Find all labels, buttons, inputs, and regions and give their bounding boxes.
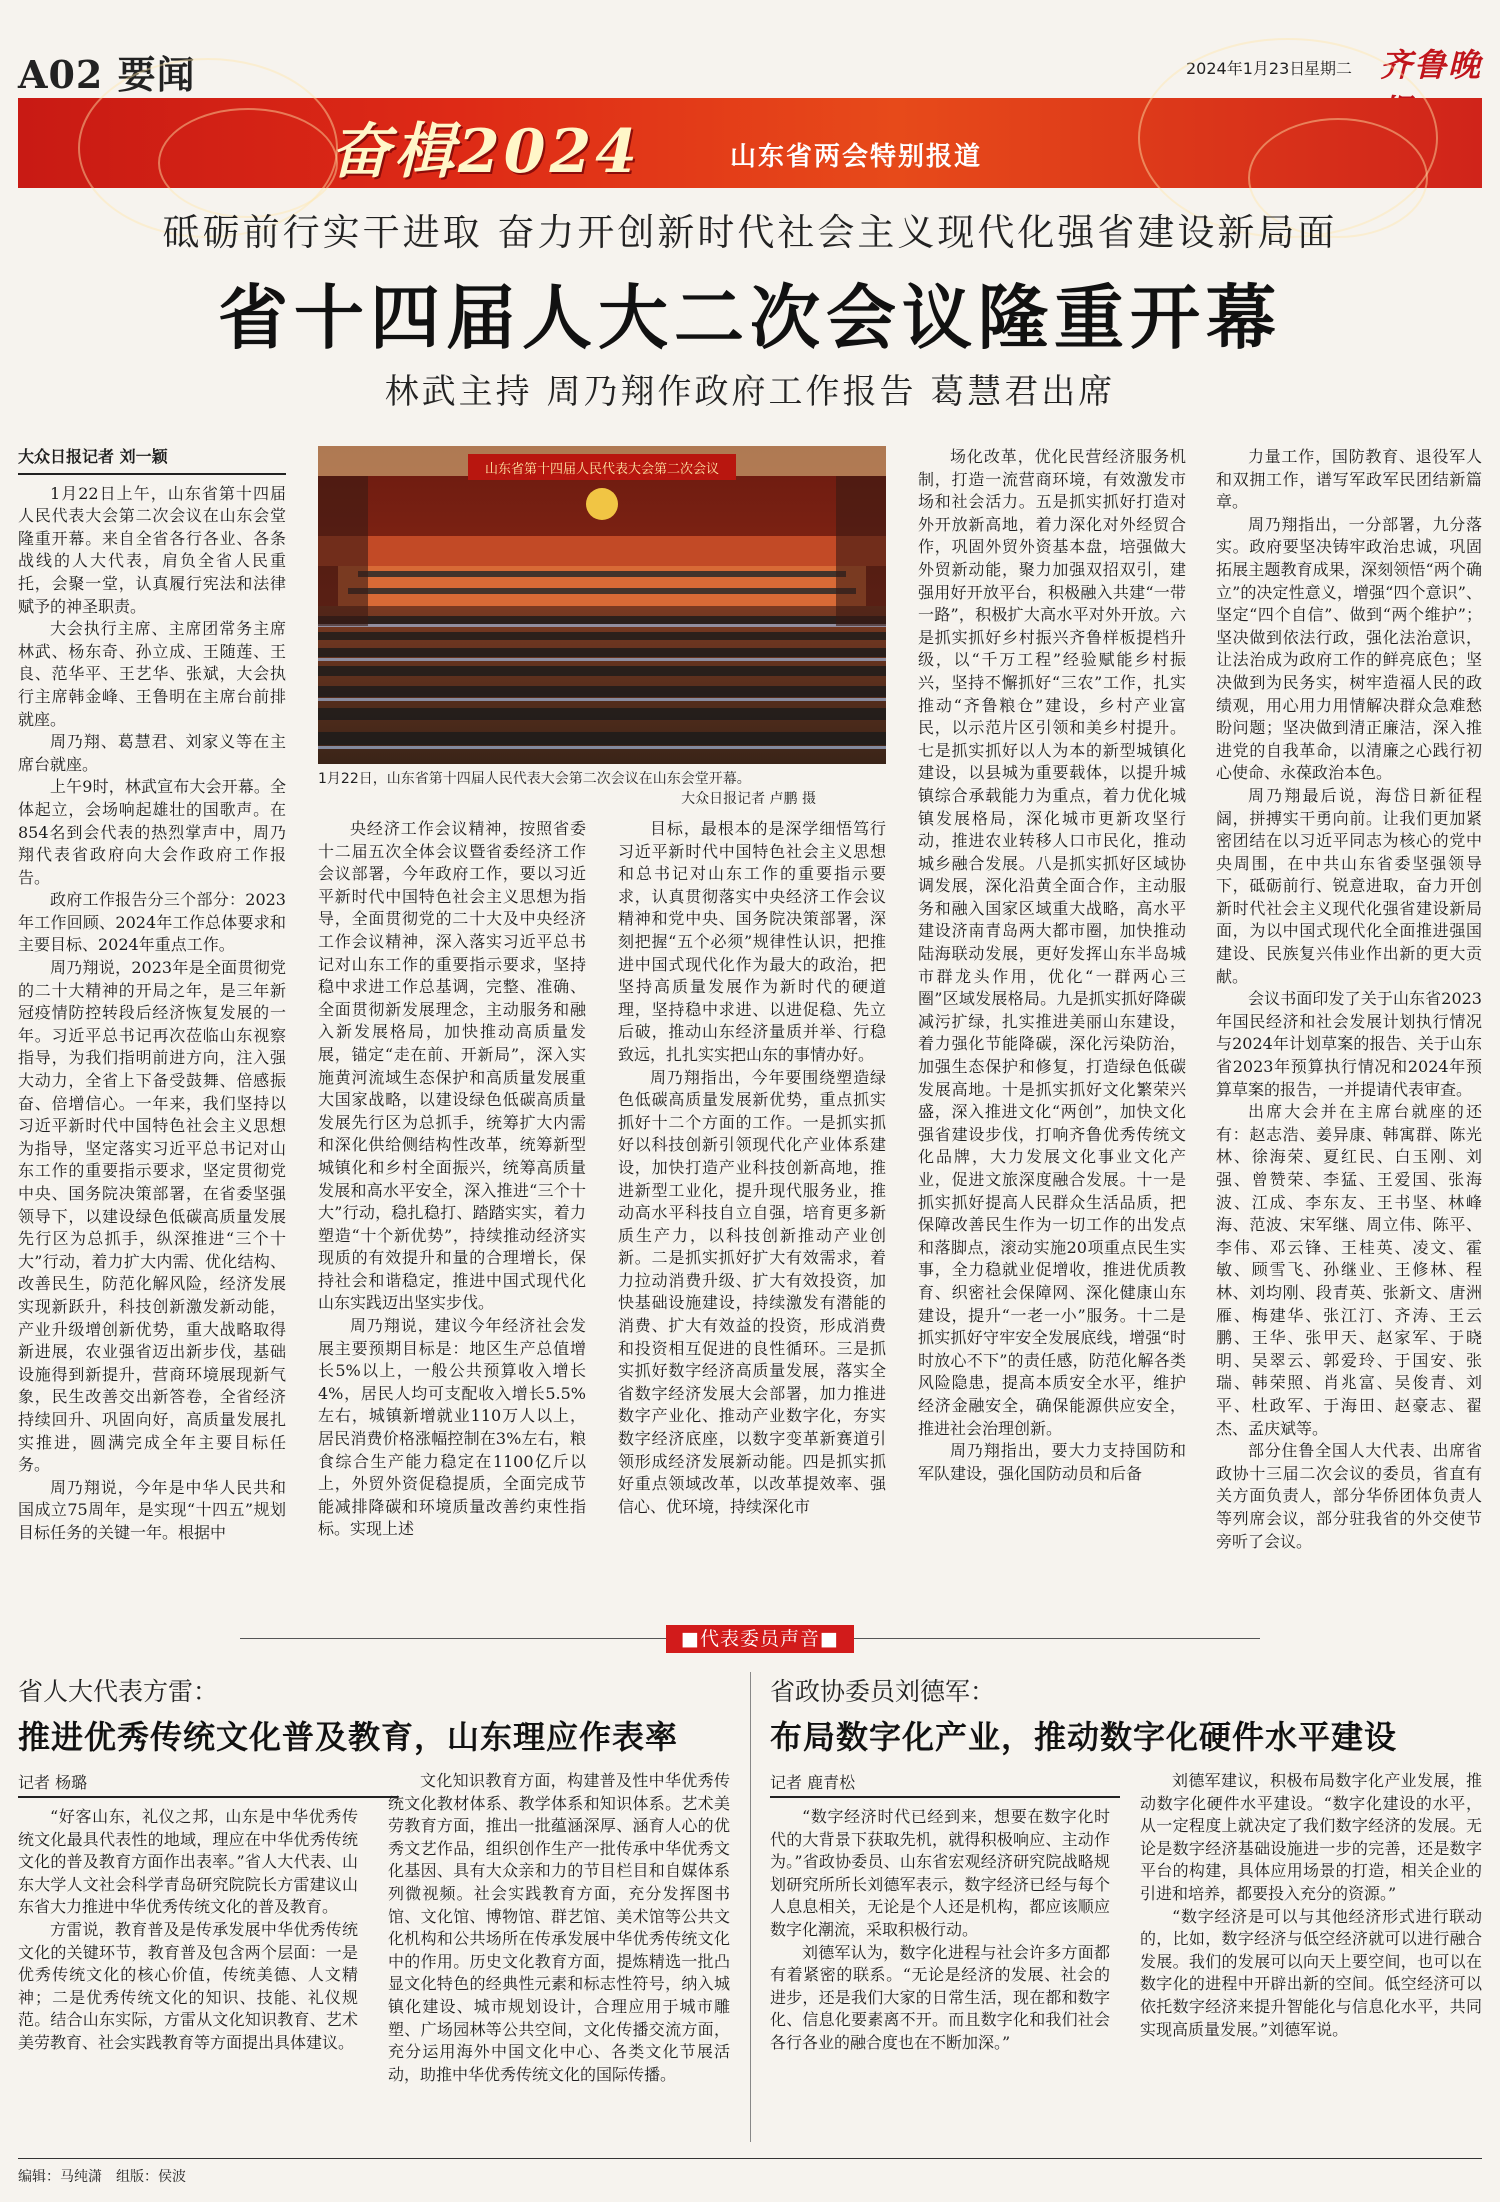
footer-rule xyxy=(18,2158,1482,2159)
paragraph: 央经济工作会议精神，按照省委十二届五次全体会议暨省委经济工作会议部署，今年政府工作，要以习近平新时代中国特色社会主义思想为指导，全面贯彻党的二十大及中央经济工作会议精神，深入落实习近平总书记对山东工作的重要指示要求，坚持稳中求进工作总基调，完整、准确、全面贯彻新发展理念，主动服务和融入新发展格局，加快推动高质量发展，锚定“走在前、开新局”，深入实施黄河流域生态保护和高质量发展重大国家战略，以建设绿色低碳高质量发展先行区为总抓手，统筹扩大内需和深化供给侧结构性改革，统筹新型城镇化和乡村全面振兴，统筹高质量发展和高水平安全，深入推进“三个十大”行动，稳扎稳打、踏踏实实，着力塑造“十个新优势”，持续推动经济实现质的有效提升和量的合理增长，保持社会和谐稳定，推进中国式现代化山东实践迈出坚实步伐。 xyxy=(318,819,586,1313)
issue-date: 2024年1月23日 xyxy=(1186,59,1306,78)
paragraph: “数字经济是可以与其他经济形式进行联动的，比如，数字经济与低空经济就可以进行融合发展。我们的发展可以向天上要空间，也可以在数字化的进程中开辟出新的空间。低空经济可以依托数字经济来提升智能化与信息化水平，共同实现高质量发展。”刘德军说。 xyxy=(1140,1906,1482,2039)
paragraph: 上午9时，林武宣布大会开幕。全体起立，会场响起雄壮的国歌声。在854名到会代表的热烈掌声中，周乃翔代表省政府向大会作政府工作报告。 xyxy=(18,777,286,887)
paragraph: 周乃翔说，今年是中华人民共和国成立75周年，是实现“十四五”规划目标任务的关键一年。根据中 xyxy=(18,1477,286,1542)
sub-headline: 林武主持 周乃翔作政府工作报告 葛慧君出席 xyxy=(384,372,1116,412)
right-story-byline: 记者 鹿青松 xyxy=(770,1770,1120,1798)
paragraph: 周乃翔、葛慧君、刘家义等在主席台就座。 xyxy=(18,732,286,774)
right-story-kicker: 省政协委员刘德军： xyxy=(770,1677,996,1706)
paragraph: 出席大会并在主席台就座的还有：赵志浩、姜异康、韩寓群、陈光林、徐海荣、夏红民、白玉刚、刘强、曾赞荣、李猛、王爱国、张海波、江成、李东友、王书坚、林峰海、范波、宋军继、周立伟、陈平、李伟、邓云锋、王桂英、凌文、霍敏、顾雪飞、孙继业、王修林、程林、刘均刚、段青英、张新文、唐洲雁、梅建华、张江汀、齐涛、王云鹏、王华、张甲天、赵家军、于晓明、吴翠云、郭爱玲、于国安、张瑞、韩荣照、肖兆富、吴俊青、刘平、杜政军、于海田、赵豪志、翟杰、孟庆斌等。 xyxy=(1216,1102,1482,1438)
paragraph: 周乃翔指出，今年要围绕塑造绿色低碳高质量发展新优势，重点抓实抓好十二个方面的工作。一是抓实抓好以科技创新引领现代化产业体系建设，加快打造产业科技创新高地，推进新型工业化，提升现代服务业，推动高水平科技自立自强，培育更多新质生产力，以科技创新推动产业创新。二是抓实抓好扩大有效需求，着力拉动消费升级、扩大有效投资，加快基础设施建设，持续激发有潜能的消费、扩大有效益的投资，形成消费和投资相互促进的良性循环。三是抓实抓好数字经济高质量发展，落实全省数字经济发展大会部署，加力推进数字产业化、推动产业数字化，夯实数字经济底座，以数字变革新赛道引领形成经济发展新动能。四是抓实抓好重点领域改革，以改革提效率、强信心、优环境，持续深化市 xyxy=(618,1067,886,1516)
paragraph: 力量工作，国防教育、退役军人和双拥工作，谱写军政军民团结新篇章。 xyxy=(1216,447,1482,512)
left-story-kicker: 省人大代表方雷： xyxy=(18,1677,219,1706)
main-headline: 省十四届人大二次会议隆重开幕 xyxy=(218,276,1282,359)
lead-headline: 砥砺前行实干进取 奋力开创新时代社会主义现代化强省建设新局面 xyxy=(162,211,1338,254)
article-byline: 大众日报记者 刘一颖 xyxy=(18,446,286,475)
article-column-1 xyxy=(18,446,286,1596)
session-photo xyxy=(318,446,886,764)
paragraph: 文化知识教育方面，构建普及性中华优秀传统文化教材体系、教学体系和知识体系。艺术美劳教育方面，推出一批蕴涵深厚、涵育人心的优秀文艺作品，组织创作生产一批传承中华优秀文化基因、具有大众亲和力的节目栏目和自媒体系列微视频。社会实践教育方面，充分发挥图书馆、文化馆、博物馆、群艺馆、美术馆等公共文化机构和公共场所在传承发展中华优秀传统文化中的作用。历史文化教育方面，提炼精选一批凸显文化特色的经典性元素和标志性符号，纳入城镇化建设、城市规划设计，合理应用于城市雕塑、广场园林等公共空间，文化传播交流方面，充分运用海外中国文化中心、各类文化节展活动，助推中华优秀传统文化的国际传播。 xyxy=(388,1771,730,2084)
banner-subtitle: 山东省两会特别报道 xyxy=(730,142,983,172)
paragraph: 周乃翔指出，一分部署，九分落实。政府要坚决铸牢政治忠诚，巩固拓展主题教育成果，深刻领悟“两个确立”的决定性意义，增强“四个意识”、坚定“四个自信”、做到“两个维护”；坚决做到依法行政，强化法治意识，让法治成为政府工作的鲜亮底色；坚决做到为民务实，树牢造福人民的政绩观，用心用力用情解决群众急难愁盼问题；坚决做到清正廉洁，深入推进党的自我革命，以清廉之心践行初心使命、永葆政治本色。 xyxy=(1216,514,1482,783)
paragraph: 场化改革，优化民营经济服务机制，打造一流营商环境，有效激发市场和社会活力。五是抓实抓好打造对外开放新高地，着力深化对外经贸合作，巩固外贸外资基本盘，培强做大外贸新动能，聚力加强双招双引，建强用好开放平台，积极融入共建“一带一路”，积极扩大高水平对外开放。六是抓实抓好乡村振兴齐鲁样板提档升级，以“千万工程”经验赋能乡村振兴，坚持不懈抓好“三农”工作，扎实推动“齐鲁粮仓”建设，乡村产业富民，以示范片区引领和美乡村提升。七是抓实抓好以人为本的新型城镇化建设，以县城为重要载体，以提升城镇综合承载能力为重点，着力优化城镇发展格局，深化城市更新攻坚行动，推进农业转移人口市民化，推动城乡融合发展。八是抓实抓好区域协调发展，深化沿黄全面合作，主动服务和融入国家区域重大战略，高水平建设济南青岛两大都市圈，加快推动陆海联动发展，更好发挥山东半岛城市群龙头作用，优化“一群两心三圈”区域发展格局。九是抓实抓好降碳减污扩绿，扎实推进美丽山东建设，着力强化节能降碳，深化污染防治，加强生态保护和修复，打造绿色低碳发展高地。十是抓实抓好文化繁荣兴盛，深入推进文化“两创”，加快文化强省建设步伐，打响齐鲁优秀传统文化品牌，大力发展文化事业文化产业，促进文旅深度融合发展。十一是抓实抓好提高人民群众生活品质，把保障改善民生作为一切工作的出发点和落脚点，滚动实施20项重点民生实事，全力稳就业促增收，推进优质教育、织密社会保障网、深化健康山东建设，提升“一老一小”服务。十二是抓实抓好守牢安全发展底线，增强“时时放心不下”的责任感，防范化解各类风险隐患，提高本质安全水平，维护经济金融安全，确保能源供应安全，推进社会治理创新。 xyxy=(918,447,1186,1438)
paragraph: 刘德军建议，积极布局数字化产业发展，推动数字化硬件水平建设。“数字化建设的水平，从一定程度上就决定了我们数字经济的发展。无论是数字经济基础设施进一步的完善，还是数字平台的构建，具体应用场景的打造，相关企业的引进和培养，都要投入充分的资源。” xyxy=(1140,1771,1482,1903)
paragraph: 大会执行主席、主席团常务主席林武、杨东奇、孙立成、王随莲、王良、范华平、王艺华、张斌，大会执行主席韩金峰、王鲁明在主席台前排就座。 xyxy=(18,619,286,729)
left-story-column-2 xyxy=(388,1770,730,2152)
banner-title: 奋楫2024 xyxy=(330,117,641,187)
photo-caption-text: 1月22日，山东省第十四届人民代表大会第二次会议在山东会堂开幕。 xyxy=(318,771,751,787)
photo-credit: 大众日报记者 卢鹏 摄 xyxy=(681,791,816,807)
article-column-5 xyxy=(1216,446,1482,1596)
assembly-hall-image xyxy=(318,446,886,764)
page-label: A02 要闻 xyxy=(18,52,196,97)
paragraph: 周乃翔说，2023年是全面贯彻党的二十大精神的开局之年，是三年新冠疫情防控转段后经济恢复发展的一年。习近平总书记再次莅临山东视察指导，为我们指明前进方向，注入强大动力，全省上下备受鼓舞、倍感振奋、倍增信心。一年来，我们坚持以习近平新时代中国特色社会主义思想为指导，坚定落实习近平总书记对山东工作的重要指示要求，坚定贯彻党中央、国务院决策部署，在省委坚强领导下，以建设绿色低碳高质量发展先行区为总抓手，纵深推进“三个十大”行动，着力扩大内需、优化结构、改善民生，防范化解风险，经济发展实现新跃升，科技创新激发新动能，产业升级增创新优势，重大战略取得新进展，农业强省迈出新步伐，基础设施得到新提升，营商环境展现新气象，民生改善交出新答卷，全省经济持续回升、巩固向好，高质量发展扎实推进，圆满完成全年主要目标任务。 xyxy=(18,958,286,1475)
voices-section-badge: ■代表委员声音■ xyxy=(666,1625,854,1653)
paragraph: 刘德军认为，数字化进程与社会许多方面都有着紧密的联系。“无论是经济的发展、社会的进步，还是我们大家的日常生活，现在都和数字化、信息化要素离不开。而且数字化和我们社会各行各业的融合度也在不断加深。” xyxy=(770,1942,1110,2052)
paragraph: 1月22日上午，山东省第十四届人民代表大会第二次会议在山东会堂隆重开幕。来自全省各行各业、各条战线的人大代表，肩负全省人民重托，会聚一堂，认真履行宪法和法律赋予的神圣职责。 xyxy=(18,483,286,616)
paragraph: 周乃翔说，建议今年经济社会发展主要预期目标是：地区生产总值增长5%以上，一般公共预算收入增长4%，居民人均可支配收入增长5.5%左右，城镇新增就业110万人以上，居民消费价格涨幅控制在3%左右，粮食综合生产能力稳定在1100亿斤以上，外贸外资促稳提质，全面完成节能减排降碳和环境质量改善约束性指标。实现上述 xyxy=(318,1316,586,1539)
paragraph: 周乃翔指出，要大力支持国防和军队建设，强化国防动员和后备 xyxy=(918,1441,1186,1483)
right-story-column-1 xyxy=(770,1806,1110,2152)
hall-banner-text: 山东省第十四届人民代表大会第二次会议 xyxy=(484,462,720,477)
left-story-column-1 xyxy=(18,1806,358,2152)
paragraph: 部分住鲁全国人大代表、出席省政协十三届二次会议的委员，省直有关方面负责人，部分华侨团体负责人等列席会议，部分驻我省的外交使节旁听了会议。 xyxy=(1216,1441,1482,1551)
left-story-title: 推进优秀传统文化普及教育，山东理应作表率 xyxy=(18,1718,679,1756)
story-divider xyxy=(750,1672,751,2142)
paragraph: 会议书面印发了关于山东省2023年国民经济和社会发展计划执行情况与2024年计划草案的报告、关于山东省2023年预算执行情况和2024年预算草案的报告，一并提请代表审查。 xyxy=(1216,989,1482,1099)
newspaper-masthead: 齐鲁晚 xyxy=(1380,46,1483,84)
paragraph: “好客山东，礼仪之邦，山东是中华优秀传统文化最具代表性的地域，理应在中华优秀传统文化的普及教育方面作出表率。”省人大代表、山东大学人文社会科学青岛研究院院长方雷建议山东省大力推进中华优秀传统文化的普及教育。 xyxy=(18,1807,358,1917)
right-story-title: 布局数字化产业，推动数字化硬件水平建设 xyxy=(770,1718,1398,1756)
paragraph: “数字经济时代已经到来，想要在数字化时代的大背景下获取先机，就得积极响应、主动作为。”省政协委员、山东省宏观经济研究院战略规划研究所所长刘德军表示，数字经济已经与每个人息息相关，无论是个人还是机构，都应该顺应数字化潮流，采取积极行动。 xyxy=(770,1807,1110,1939)
left-story-byline: 记者 杨璐 xyxy=(18,1770,398,1798)
paragraph: 目标，最根本的是深学细悟笃行习近平新时代中国特色社会主义思想和总书记对山东工作的重要指示要求，认真贯彻落实中央经济工作会议精神和党中央、国务院决策部署，深刻把握“五个必须”规律性认识，把推进中国式现代化作为最大的政治，把坚持高质量发展作为新时代的硬道理，坚持稳中求进、以进促稳、先立后破，推动山东经济量质并举、行稳致远，扎扎实实把山东的事情办好。 xyxy=(618,819,886,1064)
footer-editor-credit: 编辑：马纯潇 组版：侯波 xyxy=(18,2169,186,2185)
paragraph: 周乃翔最后说，海岱日新征程阔，拼搏实干勇向前。让我们更加紧密团结在以习近平同志为核心的党中央周围，在中共山东省委坚强领导下，砥砺前行、锐意进取，奋力开创新时代社会主义现代化强省建设新局面，为以中国式现代化全面推进强国建设、民族复兴伟业作出新的更大贡献。 xyxy=(1216,785,1482,986)
photo-caption xyxy=(318,768,886,808)
right-story-column-2 xyxy=(1140,1770,1482,2152)
article-column-3 xyxy=(618,818,886,1596)
paragraph: 政府工作报告分三个部分：2023年工作回顾、2024年工作总体要求和主要目标、2024年重点工作。 xyxy=(18,890,286,955)
paragraph: 方雷说，教育普及是传承发展中华优秀传统文化的关键环节，教育普及包含两个层面：一是优秀传统文化的核心价值，传统美德、人文精神；二是优秀传统文化的知识、技能、礼仪规范。结合山东实际，方雷从文化知识教育、艺术美劳教育、社会实践教育等方面提出具体建议。 xyxy=(18,1919,358,2052)
article-column-4 xyxy=(918,446,1186,1596)
article-col1-text xyxy=(18,483,286,1545)
article-column-2 xyxy=(318,818,586,1596)
issue-weekday: 星期二 xyxy=(1304,59,1353,78)
